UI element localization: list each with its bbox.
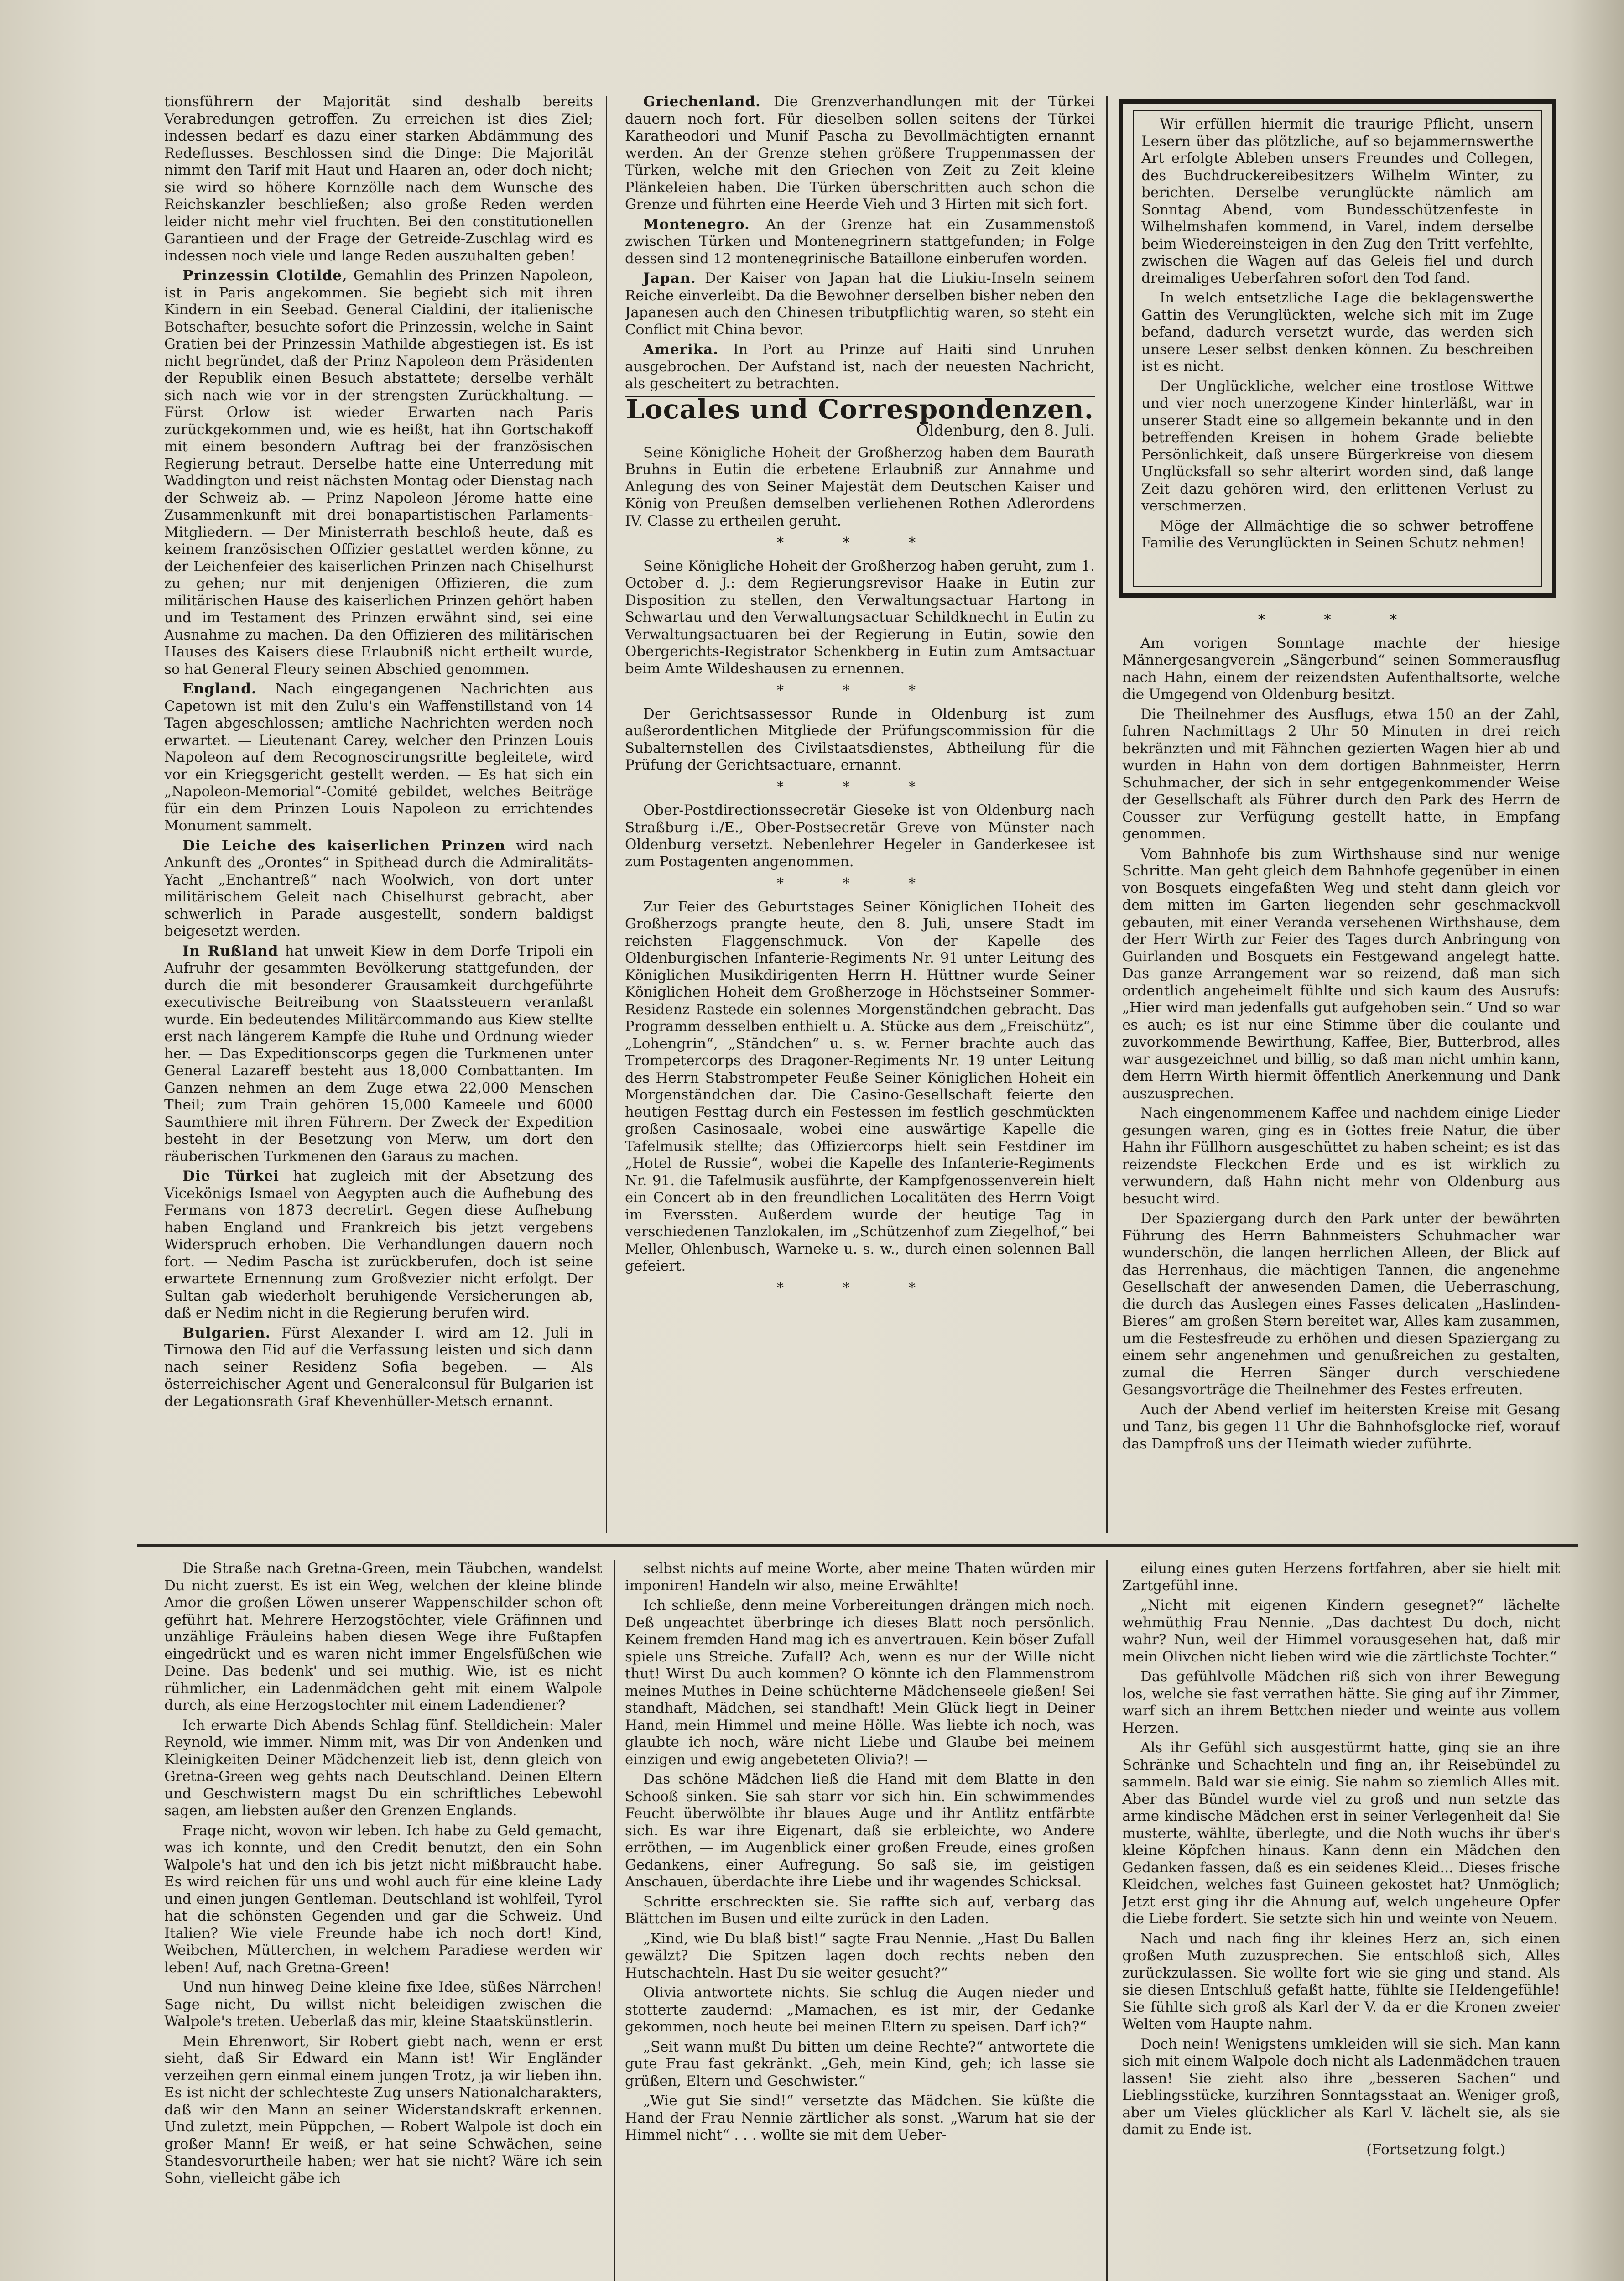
section-separator-stars: * * * — [776, 535, 943, 551]
obituary-notice-text — [1133, 110, 1542, 587]
article-paragraph — [625, 802, 1095, 870]
section-separator-stars: * * * — [776, 875, 943, 891]
obituary-paragraph: Wir erfüllen hiermit die traurige Pflicht, unsern Lesern über das plötzliche, auf so bejammernswerthe Art erfolgte Ableben unsers Freundes und Collegen, des Buchdruckereibesitzers Wilhelm Winter, zu berichten. Derselbe verunglückte nämlich am Sonntag Abend, vom Bundesschützenfeste in Wilhelmshafen kommend, in Varel, indem derselbe beim Wiedereinsteigen in den Zug den Tritt verfehlte, zwischen die Wagen auf das Geleis fiel und durch dreimaliges Ueberfahren sofort den Tod fand. — [1141, 116, 1534, 286]
feuilleton-paragraph: Und nun hinweg Deine kleine fixe Idee, süßes Närrchen! Sage nicht, Du willst nicht beleidigen zwischen die Walpole's treten. Ueberlaß das mir, kleine Staatskünstlerin. — [164, 1979, 602, 2030]
obituary-paragraph: Möge der Allmächtige die so schwer betroffene Familie des Verunglückten in Seinen Schutz nehmen! — [1141, 517, 1534, 551]
feuilleton-paragraph: „Nicht mit eigenen Kindern gesegnet?“ lächelte wehmüthig Frau Nennie. „Das dachtest Du doch, nicht wahr? Nun, weil der Himmel vorausgesehen hat, daß mir mein Olivchen nicht lieben wird wie die zärtlichste Tochter.“ — [1122, 1597, 1560, 1665]
article-text: wird nach Ankunft des „Orontes“ in Spithead durch die Admiralitäts-Yacht „Enchantreß“ nach Woolwich, von dort unter militärischem Geleit nach Chiselhurst gebracht, aber schwerlich in Parade ausgestellt, sondern baldigst beigesetzt werden. — [164, 837, 593, 939]
obituary-paragraph: Der Unglückliche, welcher eine trostlose Wittwe und vier noch unerzogene Kinder hinterläßt, war in unserer Stadt eine so allgemein bekannte und in den betreffenden Kreisen in hohem Grade beliebte Persönlichkeit, daß unsere Bürgerkreise von diesem Unglücksfall so sehr alterirt worden sind, daß lange Zeit dazu gehören wird, den erlittenen Verlust zu verschmerzen. — [1141, 378, 1534, 514]
feuilleton-paragraph: „Kind, wie Du blaß bist!“ sagte Frau Nennie. „Hast Du Ballen gewälzt? Die Spitzen lagen doch rechts neben den Hutschachteln. Hast Du sie weiter gesucht?“ — [625, 1930, 1095, 1981]
article-text: Zur Feier des Geburtstages Seiner Königlichen Hoheit des Großherzogs prangte heute, den 8. Juli, unsere Stadt im reichsten Flaggenschmuck. Von der Kapelle des Oldenburgischen Infanterie-Regiments Nr. 91 unter Leitung des Königlichen Musikdirigenten Herrn H. Hüttner wurde Seiner Königlichen Hoheit dem Großherzoge in Höchstseiner Sommer-Residenz Rastede ein solennes Morgenständchen gebracht. Das Programm desselben enthielt u. A. Stücke aus dem „Freischütz“, „Lohengrin“, „Ständchen“ u. s. w. Ferner brachte auch das Trompetercorps des Dragoner-Regiments Nr. 19 unter Leitung des Herrn Stabstrompeter Feuße Seiner Königlichen Hoheit ein Morgenständchen dar. Die Casino-Gesellschaft feierte den heutigen Festtag durch ein Festessen im festlich geschmückten großen Casinosaale, wobei eine auswärtige Kapelle die Tafelmusik stellte; das Offiziercorps hielt sein Festdiner im „Hotel de Russie“, wobei die Kapelle des Infanterie-Regiments Nr. 91. die Tafelmusik ausführte, der Kampfgenossenverein hielt ein Concert ab in den freundlichen Localitäten des Herrn Voigt im Everssten. Außerdem wurde der heutige Tag in verschiedenen Tanzlokalen, im „Schützenhof zum Ziegelhof,“ bei Meller, Ohlenbusch, Warneke u. s. w., durch einen solennen Ball gefeiert. — [625, 898, 1095, 1274]
article-paragraph — [625, 270, 1095, 339]
article-paragraph — [164, 94, 593, 265]
article-text: tionsführern der Majorität sind deshalb bereits Verabredungen getroffen. Zu erreichen ist dies Ziel; indessen bedarf es dazu einer starken Abdämmung des Redeflusses. Beschlossen sind die Dinge: Die Majorität nimmt den Tarif mit Haut und Haaren an, oder doch nicht; sie wird so höhere Kornzölle nach dem Wunsche des Reichskanzler beschließen; also große Reden werden leider nicht mehr viel fruchten. Bei den constitutionellen Garantieen und der Frage der Getreide-Zuschlag wird es indessen noch viele und lange Reden auszuhalten geben! — [164, 94, 593, 264]
article-heading: Japan. — [643, 270, 696, 286]
feuilleton-column-left — [164, 1560, 602, 2281]
article-text: Auch der Abend verlief im heitersten Kreise mit Gesang und Tanz, bis gegen 11 Uhr die Bahnhofsglocke rief, worauf das Dampfroß uns der Heimath wieder zuführte. — [1122, 1401, 1560, 1452]
article-text: Nach eingenommenem Kaffee und nachdem einige Lieder gesungen waren, ging es in Gottes freie Natur, die über Hahn ihr Füllhorn ausgeschüttet zu haben scheint; es ist das reizendste Fleckchen Erde und es ist wirklich zu verwundern, daß Hahn nicht mehr von Oldenburg aus besucht wird. — [1122, 1105, 1560, 1207]
article-heading: Griechenland. — [643, 94, 761, 110]
article-text: Ober-Postdirectionssecretär Gieseke ist von Oldenburg nach Straßburg i./E., Ober-Postsecretär Greve von Münster nach Oldenburg versetzt. Nebenlehrer Hegeler in Ganderkesee ist zum Postagenten angenommen. — [625, 802, 1095, 870]
section-title: Locales und Correspondenzen. — [626, 393, 1094, 425]
news-column-left — [164, 94, 593, 1515]
article-heading: Die Leiche des kaiserlichen Prinzen — [182, 837, 506, 854]
feuilleton-paragraph: Doch nein! Wenigstens umkleiden will sie sich. Man kann sich mit einem Walpole doch nicht als Ladenmädchen trauen lassen! Sie zieht also ihre „besseren Sachen“ und Lieblingsstücke, kurzihren Sonntagsstaat an. Weniger groß, aber um Vieles glücklicher als Karl V. lächelt sie, als sie damit zu Ende ist. — [1122, 2036, 1560, 2138]
article-text: Seine Königliche Hoheit der Großherzog haben geruht, zum 1. October d. J.: dem Regierungsrevisor Haake in Eutin zur Disposition zu stellen, den Verwaltungsactuar Hartong in Schwartau und den Verwaltungsactuar Schildknecht in Eutin zu Verwaltungsactuaren bei der Regierung in Eutin, sowie den Obergerichts-Registrator Schenkberg in Eutin zum Amtsactuar beim Amte Wildeshausen zu ernennen. — [625, 557, 1095, 677]
article-text: In Port au Prinze auf Haiti sind Unruhen ausgebrochen. Der Aufstand ist, nach der neuesten Nachricht, als gescheitert zu betrachten. — [625, 341, 1095, 392]
article-paragraph — [164, 1168, 593, 1322]
article-paragraph — [164, 267, 593, 678]
feuilleton-paragraph: Als ihr Gefühl sich ausgestürmt hatte, ging sie an ihre Schränke und Schachteln und fing an, ihr Reisebündel zu sammeln. Bald war sie einig. Sie nahm so ziemlich Alles mit. Aber das Bündel wurde viel zu groß und nun setzte das arme kindische Mädchen erst in seiner Verlegenheit da! Sie musterte, wählte, überlegte, und die Noth wuchs ihr über's kleine Köpfchen hinaus. Kann denn ein Mädchen den Gedanken fassen, daß es ein seidenes Kleid... Dieses frische Kleidchen, welches fast Guineen gekostet hat? Unmöglich; Jetzt erst ging ihr die Ahnung auf, welch ungeheure Opfer die Liebe fordert. Sie setzte sich hin und weinte von Neuem. — [1122, 1739, 1560, 1927]
article-paragraph — [625, 444, 1095, 530]
article-paragraph — [625, 706, 1095, 774]
feuilleton-paragraph: Ich schließe, denn meine Vorbereitungen drängen mich noch. Deß ungeachtet überbringe ich dieses Blatt noch persönlich. Keinem fremden Hand mag ich es anvertrauen. Kein böser Zufall spiele uns Streiche. Zufall? Ach, wenn es nur der Wille nicht thut! Wirst Du auch kommen? O könnte ich den Flammenstrom meines Muthes in Deine schüchterne Mädchenseele gießen! Sei standhaft, Mädchen, sei standhaft! Mein Glück liegt in Deiner Hand, mein Himmel und meine Hölle. Was liebte ich noch, was glaubte ich noch, wäre nicht Liebe und Glaube bei meinem einzigen und ewig angebeteten Olivia?! — — [625, 1597, 1095, 1768]
article-text: Nach eingegangenen Nachrichten aus Capetown ist mit den Zulu's ein Waffenstillstand von 14 Tagen abgeschlossen; amtliche Nachrichten werden noch erwartet. — Lieutenant Carey, welcher den Prinzen Louis Napoleon auf dem Recognoscirungsritte begleitete, wird vor ein Kriegsgericht gestellt werden. — Es hat sich ein „Napoleon-Memorial“-Comité gebildet, welches Beiträge für ein dem Prinzen Louis Napoleon zu errichtendes Monument sammelt. — [164, 681, 593, 834]
section-separator-stars: * * * — [1258, 612, 1425, 628]
article-text: Der Kaiser von Japan hat die Liukiu-Inseln seinem Reiche einverleibt. Da die Bewohner derselben bisher neben den Japanesen auch den Chinesen tributpflichtig waren, so steht ein Conflict mit China bevor. — [625, 270, 1095, 338]
feuilleton-column-right — [1122, 1560, 1560, 2281]
article-text: An der Grenze hat ein Zusammenstoß zwischen Türken und Montenegrinern stattgefunden; in Folge dessen sind 12 montenegrinische Bataillone einberufen worden. — [625, 216, 1095, 267]
article-heading: Montenegro. — [643, 216, 750, 233]
section-separator-stars: * * * — [776, 779, 943, 795]
feuilleton-divider — [137, 1544, 1578, 1547]
article-text: Seine Königliche Hoheit der Großherzog haben dem Baurath Bruhns in Eutin die erbetene Erlaubniß zur Annahme und Anlegung des von Seiner Majestät dem Deutschen Kaiser und König von Preußen demselben verliehenen Rothen Adlerordens IV. Classe zu ertheilen geruht. — [625, 444, 1095, 529]
article-text: Der Gerichtsassessor Runde in Oldenburg ist zum außerordentlichen Mitgliede der Prüfungscommission für die Subalternstellen des Civilstaatsdienstes, Abtheilung für die Prüfung der Gerichtsactuare, ernannt. — [625, 705, 1095, 773]
article-paragraph — [625, 341, 1095, 393]
article-paragraph — [164, 681, 593, 835]
article-paragraph — [625, 94, 1095, 214]
dateline: Oldenburg, den 8. Juli. — [916, 422, 1095, 440]
article-text: Vom Bahnhofe bis zum Wirthshause sind nur wenige Schritte. Man geht gleich dem Bahnhofe gegenüber in einen von Bosquets eingefaßten Weg und steht dann gleich vor dem mitten im Garten liegenden sehr geschmackvoll gebauten, mit einer Veranda versehenen Wirthshause, dem der Herr Wirth zur Feier des Tages durch Anbringung von Guirlanden und Bosquets ein Festgewand angelegt hatte. Das ganze Arrangement war so reizend, daß man sich ordentlich angeheimelt fühlte und sich kaum des Ausrufs: „Hier wird man jedenfalls gut aufgehoben sein.“ Und so war es auch; es ist nur eine Stimme über die coulante und zuvorkommende Bewirthung, Kaffee, Bier, Butterbrod, alles war ausgezeichnet und billig, so daß man nicht umhin kann, dem Herrn Wirth hiermit öffentlich Anerkennung und Dank auszusprechen. — [1122, 845, 1560, 1102]
article-heading: Die Türkei — [182, 1168, 280, 1184]
feuilleton-paragraph: „Seit wann mußt Du bitten um deine Rechte?“ antwortete die gute Frau fast gekränkt. „Geh, mein Kind, geh; ich lasse sie grüßen, Eltern und Geschwister.“ — [625, 2038, 1095, 2089]
feuilleton-paragraph: Ich erwarte Dich Abends Schlag fünf. Stelldichein: Maler Reynold, wie immer. Nimm mit, was Dir von Andenken und Kleinigkeiten Deiner Mädchenzeit lieb ist, denn gleich von Gretna-Green weg gehts nach Deutschland. Deinen Eltern und Geschwistern magst Du ein schriftliches Lebewohl sagen, am liebsten außer den Grenzen Englands. — [164, 1717, 602, 1819]
section-separator-stars: * * * — [776, 682, 943, 698]
article-text: Die Theilnehmer des Ausflugs, etwa 150 an der Zahl, fuhren Nachmittags 2 Uhr 50 Minuten in drei reich bekränzten und mit Fähnchen gezierten Wagen hier ab und wurden in Hahn von dem dortigen Bahnmeister, Herrn Schuhmacher, der sich in sehr entgegenkommender Weise der Gesellschaft als Führer durch den Park des Herrn de Cousser zur Verfügung gestellt hatte, in Empfang genommen. — [1122, 706, 1560, 842]
feuilleton-paragraph: Olivia antwortete nichts. Sie schlug die Augen nieder und stotterte zaudernd: „Mamachen, es ist mir, der Gedanke gekommen, noch heute bei meinen Eltern zu speisen. Darf ich?“ — [625, 1984, 1095, 2035]
feuilleton-paragraph: Nach und nach fing ihr kleines Herz an, sich einen großen Muth zuzusprechen. Sie entschloß sich, Alles zurückzulassen. Sie wollte fort wie sie ging und stand. Als sie diesen Entschluß gefaßt hatte, fühlte sie Heldengefühle! Sie fühlte sich groß als Karl der V. da er die Kronen zweier Welten vom Haupte nahm. — [1122, 1930, 1560, 2032]
feuilleton-paragraph: Schritte erschreckten sie. Sie raffte sich auf, verbarg das Blättchen im Busen und eilte zurück in den Laden. — [625, 1893, 1095, 1927]
feuilleton-paragraph: Frage nicht, wovon wir leben. Ich habe zu Geld gemacht, was ich konnte, und den Credit benutzt, den ein Sohn Walpole's hat und den ich bis jetzt nicht mißbraucht habe. Es wird reichen für uns und wohl auch für eine kleine Lady und einen jungen Gentleman. Deutschland ist wohlfeil, Tyrol hat die schönsten Gegenden und gar die Schweiz. Und Italien? Wie viele Freunde habe ich noch dort! Kind, Weibchen, Mütterchen, in welchem Paradiese werden wir leben! Auf, nach Gretna-Green! — [164, 1822, 602, 1976]
column-divider — [606, 96, 607, 1533]
article-text: Gemahlin des Prinzen Napoleon, ist in Paris angekommen. Sie begiebt sich mit ihren Kindern in ein Seebad. General Cialdini, der italienische Botschafter, besuchte sofort die Prinzessin, welche in Saint Gratien bei der Prinzessin Mathilde abgestiegen ist. Es ist nicht begründet, daß der Prinz Napoleon dem Präsidenten der Republik einen Besuch abstattete; derselbe verhält sich nach wie vor in der strengsten Zurückhaltung. — Fürst Orlow ist wieder Erwarten nach Paris zurückgekommen und, wie es heißt, hat ihn Gortschakoff mit einem besondern Auftrag bei der französischen Regierung betraut. Derselbe hatte eine Unterredung mit Waddington und reist nächsten Montag oder Dienstag nach der Schweiz ab. — Prinz Napoleon Jérome hatte eine Zusammenkunft mit drei bonapartistischen Parlaments-Mitgliedern. — Der Ministerrath beschloß heute, daß es keinem französischen Offizier gestattet werden könne, zu der Leichenfeier des kaiserlichen Prinzen nach Chiselhurst zu gehen; nur mit denjenigen Offizieren, die zum militärischen Hause des kaiserlichen Prinzen gehört haben und im Testament des Prinzen erwähnt sind, sei eine Ausnahme zu machen. Da den Offizieren des militärischen Hauses des Kaisers diese Erlaubniß nicht ertheilt wurde, so hat General Fleury seinen Abschied genommen. — [164, 267, 593, 677]
article-paragraph — [1122, 846, 1560, 1103]
page-edge-shadow — [1569, 0, 1624, 2281]
news-column-middle — [625, 94, 1095, 1526]
feuilleton-paragraph: Die Straße nach Gretna-Green, mein Täubchen, wandelst Du nicht zuerst. Es ist ein Weg, welchen der kleine blinde Amor die großen Löwen unserer Wappenschilder schon oft geführt hat. Mehrere Herzogstöchter, viele Gräfinnen und unzählige Fräuleins haben diesen Wege ihre Fußtapfen eingedrückt und es waren nicht immer Engelsfüßchen wie Deine. Das bedenk' und sei muthig. Wie, ist es nicht rühmlicher, ein Ladenmädchen geht mit einem Walpole durch, als eine Herzogstochter mit einem Ladendiener? — [164, 1560, 602, 1713]
article-text: hat zugleich mit der Absetzung des Vicekönigs Ismael von Aegypten auch die Aufhebung des Fermans von 1873 decretirt. Gegen diese Aufhebung haben England und Frankreich bis jetzt vergebens Widerspruch erhoben. Die Verhandlungen dauern noch fort. — Nedim Pascha ist zurückberufen, doch ist seine erwartete Ernennung zum Großvezier nicht erfolgt. Der Sultan gab wiederholt beruhigende Versicherungen ab, daß er Nedim nicht in die Regierung berufen wird. — [164, 1168, 593, 1321]
article-paragraph — [1122, 635, 1560, 703]
column-divider — [1106, 1560, 1108, 2281]
feuilleton-paragraph: Mein Ehrenwort, Sir Robert giebt nach, wenn er erst sieht, daß Sir Edward ein Mann ist! Wir Engländer verzeihen gern einmal einem jungen Trotz, ja wir lieben ihn. Es ist nicht der schlechteste Zug unsers Nationalcharakters, daß wir den Mann an seiner Widerstandskraft erkennen. Und zuletzt, mein Püppchen, — Robert Walpole ist doch ein großer Mann! Er weiß, er hat seine Schwächen, seine Standesvorurtheile haben; wer hat sie nicht? Wäre ich sein Sohn, vielleicht gäbe ich — [164, 2033, 602, 2187]
feuilleton-paragraph: selbst nichts auf meine Worte, aber meine Thaten würden mir imponiren! Handeln wir also, meine Erwählte! — [625, 1560, 1095, 1594]
article-heading: Bulgarien. — [182, 1324, 271, 1341]
continued-note: (Fortsetzung folgt.) — [1366, 2141, 1505, 2158]
article-paragraph — [1122, 706, 1560, 843]
article-heading: In Rußland — [182, 943, 279, 959]
article-text: Die Grenzverhandlungen mit der Türkei dauern noch fort. Für dieselben sollen seitens der Türkei Karatheodori und Munif Pascha zu Bevollmächtigten ernannt werden. An der Grenze stehen größere Truppenmassen der Türken, welche mit den Griechen von Zeit zu Zeit kleine Plänkeleien haben. Die Türken überschritten auch schon die Grenze und führten eine Heerde Vieh und 3 Hirten mit sich fort. — [625, 94, 1095, 213]
article-paragraph — [625, 216, 1095, 268]
article-paragraph — [1122, 1401, 1560, 1453]
article-paragraph — [1122, 1210, 1560, 1399]
column-divider — [614, 1560, 615, 2281]
article-paragraph — [164, 943, 593, 1166]
column-divider — [1106, 96, 1108, 1533]
feuilleton-paragraph: Das schöne Mädchen ließ die Hand mit dem Blatte in den Schooß sinken. Sie sah starr vor sich hin. Ein schwimmendes Feucht überwölbte ihr blaues Auge und ihr Antlitz entfärbte sich. Es war ihre Eigenart, daß sie erbleichte, wo Andere erröthen, — im Augenblick einer großen Freude, eines großen Gedankens, einer Aufregung. So saß sie, im geistigen Anschauen, überdachte ihre Liebe und ihr wagendes Schicksal. — [625, 1771, 1095, 1890]
article-heading: Amerika. — [643, 341, 719, 358]
section-separator-stars: * * * — [776, 1280, 943, 1296]
obituary-paragraph: In welch entsetzliche Lage die beklagenswerthe Gattin des Verunglückten, welche sich mit im Zuge befand, dadurch versetzt wurde, das werden sich unsere Leser selbst denken können. Zu beschreiben ist es nicht. — [1141, 290, 1534, 375]
article-paragraph — [164, 1325, 593, 1411]
article-text: Der Spaziergang durch den Park unter der bewährten Führung des Herrn Bahnmeisters Schuhmacher war wunderschön, die langen herrlichen Alleen, der Blick auf das Herrenhaus, die mächtigen Tannen, die angenehme Gesellschaft der anwesenden Damen, die Ueberraschung, die durch das Auslegen eines Fasses delicaten „Haslinden-Bieres“ am großen Stern bereitet war, Alles kam zusammen, um die Festesfreude zu erhöhen und diesen Spaziergang zu einem sehr angenehmen und genußreichen zu gestalten, zumal die Herren Sänger durch verschiedene Gesangsvorträge die Theilnehmer des Festes erfreuten. — [1122, 1210, 1560, 1398]
feuilleton-paragraph: Das gefühlvolle Mädchen riß sich von ihrer Bewegung los, welche sie fast verrathen hätte. Sie ging auf ihr Zimmer, warf sich an ihrem Bettchen nieder und weinte aus vollem Herzen. — [1122, 1668, 1560, 1736]
feuilleton-column-middle — [625, 1560, 1095, 2281]
article-heading: England. — [182, 681, 257, 697]
feuilleton-paragraph: „Wie gut Sie sind!“ versetzte das Mädchen. Sie küßte die Hand der Frau Nennie zärtlicher als sonst. „Warum hat sie der Himmel nicht“ . . . wollte sie mit dem Ueber- — [625, 2093, 1095, 2143]
article-heading: Prinzessin Clotilde, — [182, 267, 348, 284]
article-text: hat unweit Kiew in dem Dorfe Tripoli ein Aufruhr der gesammten Bevölkerung stattgefunden, der durch die mit besonderer Grausamkeit durchgeführte executivische Beitreibung von Staatssteuern veranlaßt wurde. Ein bedeutendes Militärcommando aus Kiew stellte erst nach längerem Kampfe die Ruhe und Ordnung wieder her. — Das Expeditionscorps gegen die Turkmenen unter General Lazareff besteht aus 18,000 Combattanten. Im Ganzen nehmen an dem Zuge etwa 22,000 Menschen Theil; zum Train gehören 15,000 Kameele und 6000 Saumthiere mit ihren Führern. Der Zweck der Expedition besteht in der Besetzung von Merw, um dort den räuberischen Turkmenen den Garaus zu machen. — [164, 943, 593, 1165]
article-text: Fürst Alexander I. wird am 12. Juli in Tirnowa den Eid auf die Verfassung leisten und sich dann nach seiner Residenz Sofia begeben. — Als österreichischer Agent und Generalconsul für Bulgarien ist der Legationsrath Graf Khevenhüller-Metsch ernannt. — [164, 1324, 593, 1410]
article-paragraph — [1122, 1105, 1560, 1208]
article-text: Am vorigen Sonntage machte der hiesige Männergesangverein „Sängerbund“ seinen Sommerausflug nach Hahn, einem der reizendsten Aufenthaltsorte, welche die Umgegend von Oldenburg besitzt. — [1122, 635, 1560, 703]
feuilleton-paragraph: eilung eines guten Herzens fortfahren, aber sie hielt mit Zartgefühl inne. — [1122, 1560, 1560, 1594]
article-paragraph — [625, 899, 1095, 1275]
article-paragraph — [625, 558, 1095, 678]
news-column-right — [1122, 607, 1560, 1524]
article-paragraph — [164, 838, 593, 940]
obituary-notice-box — [1119, 99, 1556, 598]
